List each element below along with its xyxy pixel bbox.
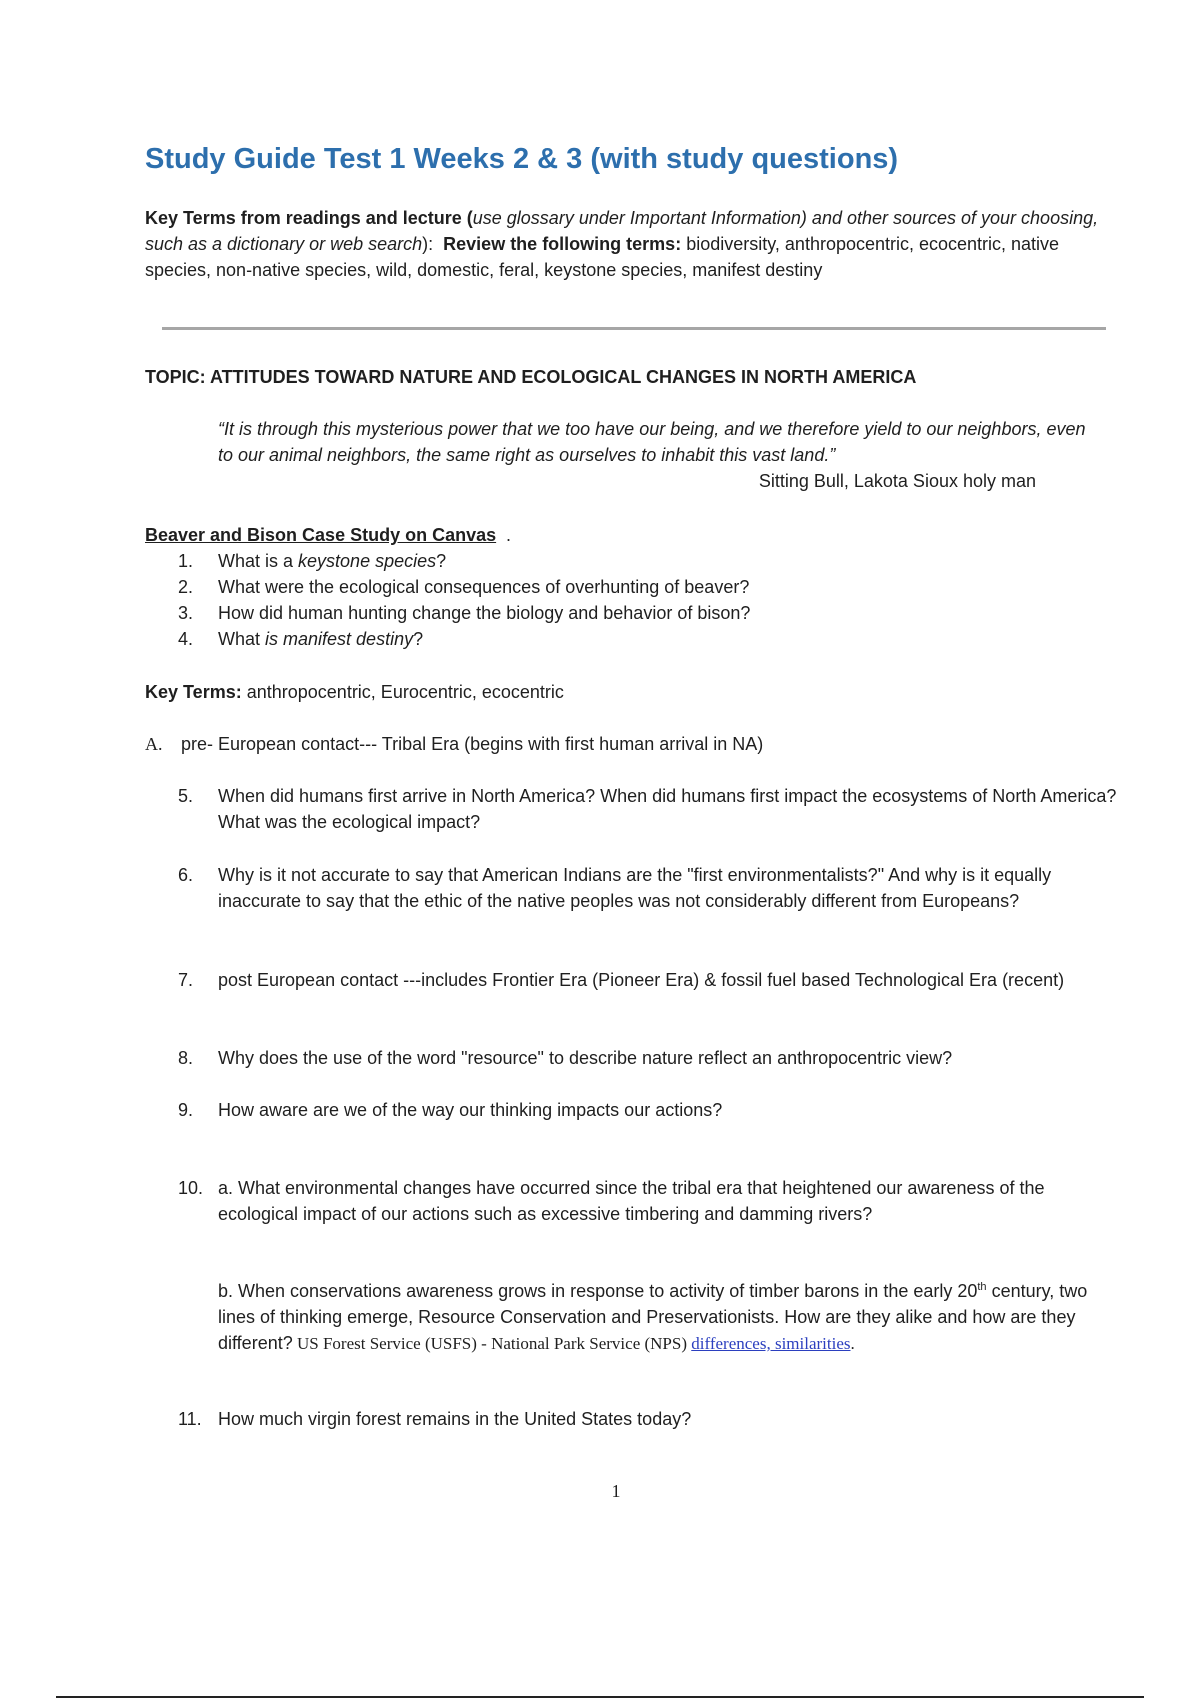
- section-a: [145, 731, 763, 757]
- page-number: 1: [611, 1481, 621, 1501]
- quote-block: [218, 416, 1098, 494]
- study-question-10a: [178, 1175, 1123, 1227]
- case-question: [178, 626, 1118, 652]
- study-question-7: [178, 967, 1118, 993]
- study-question-6: [178, 862, 1118, 914]
- key-terms-intro: [145, 205, 1115, 283]
- review-terms: biodiversity, anthropocentric, ecocentric, native species, non-native species, wild, domestic, feral, keystone species, manifest destiny: [145, 234, 1060, 280]
- page-title: Study Guide Test 1 Weeks 2 & 3 (with study questions): [145, 143, 899, 175]
- study-question-10b: [218, 1278, 1118, 1357]
- section-letter: A.: [145, 734, 163, 754]
- key-terms-2-list: anthropocentric, Eurocentric, ecocentric: [246, 682, 564, 702]
- differences-similarities-link[interactable]: differences, similarities: [691, 1334, 851, 1353]
- section-a-text: pre- European contact--- Tribal Era (begins with first human arrival in NA): [181, 734, 764, 754]
- quote-text: “It is through this mysterious power that we too have our being, and we therefore yield to our neighbors, even to our animal neighbors, the same right as ourselves to inhabit this vast land.”: [218, 419, 1086, 465]
- question-text: [218, 626, 1118, 652]
- question-text-part: ?: [436, 551, 447, 571]
- question-number: 5.: [178, 786, 194, 806]
- horizontal-rule: [162, 327, 1106, 330]
- question-text: How aware are we of the way our thinking impacts our actions?: [218, 1100, 723, 1120]
- review-label: Review the following terms:: [443, 234, 682, 254]
- question-number: 8.: [178, 1048, 194, 1068]
- study-question-5: [178, 783, 1118, 835]
- quote-attribution: Sitting Bull, Lakota Sioux holy man: [758, 471, 1036, 491]
- question-text-part: What: [218, 629, 266, 649]
- study-question-11: [178, 1406, 1118, 1432]
- question-text-part: How did human hunting change the biology and behavior of bison?: [218, 603, 751, 623]
- question-text-part: ?: [413, 629, 424, 649]
- study-question-8: [178, 1045, 1118, 1071]
- key-terms-2: [145, 679, 564, 705]
- question-number: 6.: [178, 865, 194, 885]
- question-number: 1.: [178, 551, 194, 571]
- question-italic-term: is manifest destiny: [265, 629, 414, 649]
- question-text: [218, 574, 1118, 600]
- case-study-title: Beaver and Bison Case Study on Canvas: [145, 525, 497, 545]
- question-number: 4.: [178, 629, 194, 649]
- case-question: [178, 574, 1118, 600]
- question-text: How much virgin forest remains in the United States today?: [218, 1409, 692, 1429]
- question-text: Why does the use of the word "resource" to describe nature reflect an anthropocentric view?: [218, 1048, 953, 1068]
- key-terms-2-label: Key Terms:: [145, 682, 242, 702]
- question-italic-term: keystone species: [298, 551, 437, 571]
- key-terms-italic-note: use glossary under Important Information) and other sources of your choosing, such as a dictionary or web search: [145, 208, 1099, 254]
- question-10b-text-cont: century, two lines of thinking emerge, Resource Conservation and Preservationists. How are they alike and how are they different?: [218, 1281, 1088, 1353]
- sentence-end: .: [850, 1334, 855, 1353]
- key-terms-close: ):: [422, 234, 434, 254]
- question-number: 7.: [178, 970, 194, 990]
- agency-names: US Forest Service (USFS) - National Park Service (NPS): [292, 1334, 692, 1353]
- question-number: 2.: [178, 577, 194, 597]
- question-text: Why is it not accurate to say that American Indians are the "first environmentalists?" And why is it equally inaccurate to say that the ethic of the native peoples was not considerably different from Europeans?: [218, 865, 1052, 911]
- question-text: a. What environmental changes have occurred since the tribal era that heightened our awareness of the ecological impact of our actions such as excessive timbering and damming rivers?: [218, 1178, 1045, 1224]
- question-number: 3.: [178, 603, 194, 623]
- question-text: [218, 600, 1118, 626]
- study-question-9: [178, 1097, 1118, 1123]
- question-text-part: What were the ecological consequences of overhunting of beaver?: [218, 577, 750, 597]
- case-question: [178, 548, 1118, 574]
- superscript: th: [977, 1281, 987, 1293]
- question-text: [218, 548, 1118, 574]
- question-10b-text: b. When conservations awareness grows in response to activity of timber barons in the early 20: [218, 1281, 978, 1301]
- topic-heading: TOPIC: ATTITUDES TOWARD NATURE AND ECOLOGICAL CHANGES IN NORTH AMERICA: [145, 367, 917, 387]
- question-number: 10.: [178, 1178, 204, 1198]
- case-question: [178, 600, 1118, 626]
- key-terms-lead: Key Terms from readings and lecture (: [145, 208, 473, 228]
- case-study-heading: [145, 522, 496, 548]
- case-study-heading-suffix: .: [506, 525, 512, 545]
- question-text: When did humans first arrive in North America? When did humans first impact the ecosystems of North America? What was the ecological impact?: [218, 786, 1117, 832]
- question-number: 11.: [178, 1409, 202, 1429]
- question-number: 9.: [178, 1100, 194, 1120]
- question-text: post European contact ---includes Frontier Era (Pioneer Era) & fossil fuel based Technological Era (recent): [218, 970, 1065, 990]
- question-text-part: What is a: [218, 551, 299, 571]
- page-bottom-rule: [56, 1696, 1144, 1698]
